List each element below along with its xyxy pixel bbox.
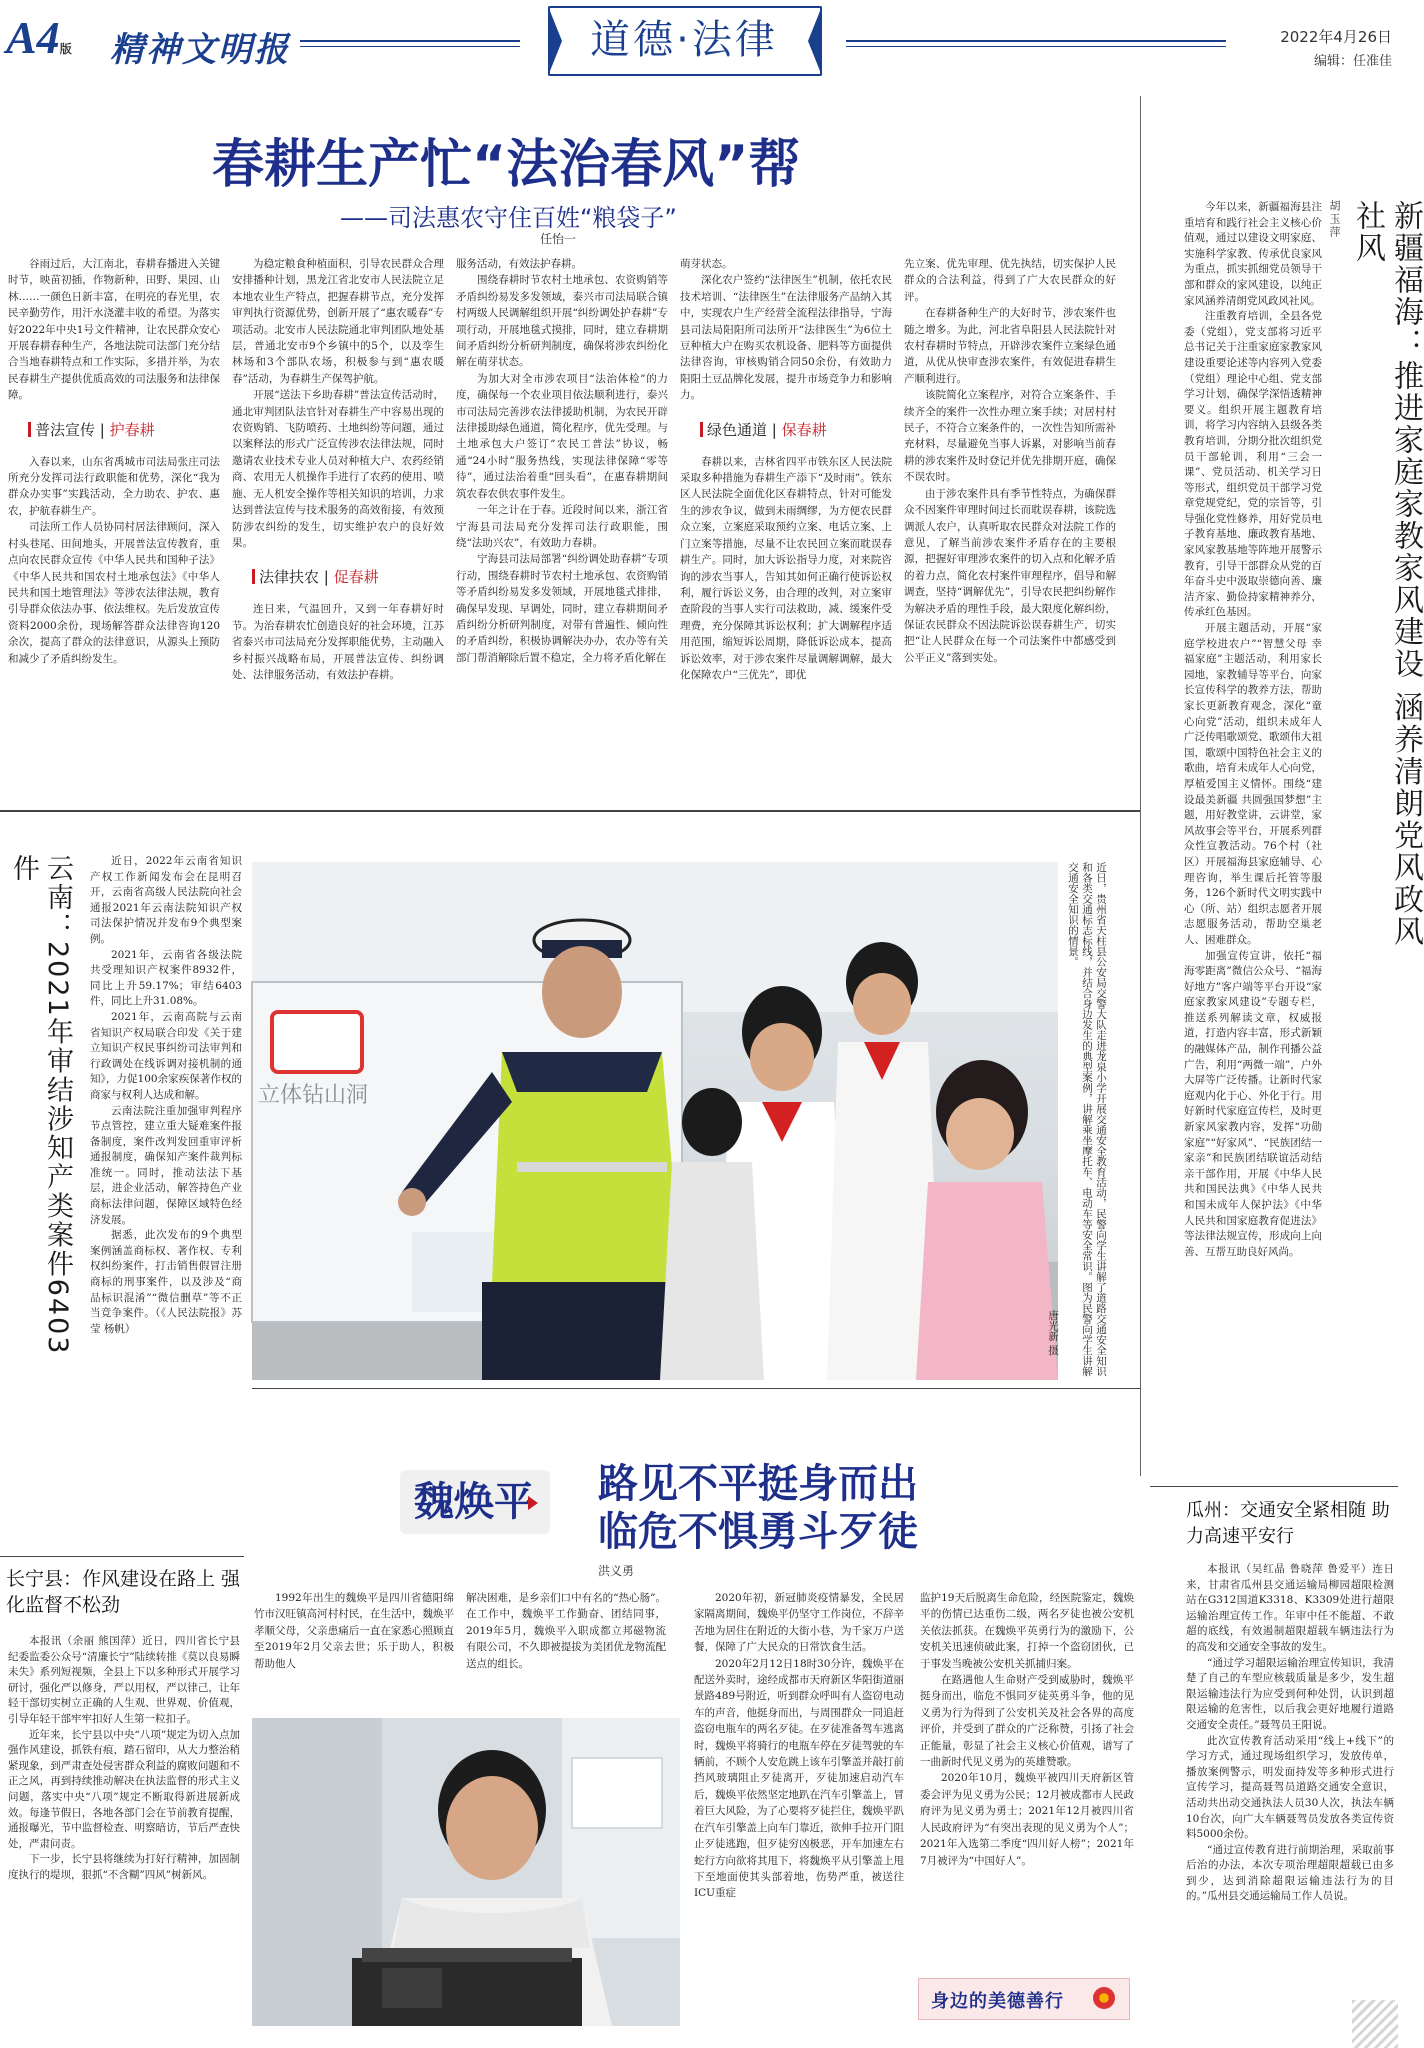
lead-subhead-1: 普法宣传 | 护春耕 bbox=[28, 420, 220, 440]
traffic-safety-photo bbox=[252, 862, 1058, 1380]
lead-paragraph: 开展“送法下乡助春耕”普法宣传活动时，通北审判团队法官针对春耕生产中容易出现的农资购销、飞防喷药、土地纠纷等问题，通过以案释法的形式广泛宣传涉农法律法规，同时邀请农业技术专业人员对种植大户、农药经销商、农用无人机操作手进行了农药的使用、喷施、无人机安全操作等相关知识的培训，力求达到普法宣传与技术服务的高效衔接，有效预防涉农纠纷的发生，切实维护农户的良好效果。 bbox=[232, 389, 444, 549]
virtue-banner bbox=[918, 1978, 1130, 2020]
guazhou-paragraph: “通过宣传教育进行前期治理，采取前事后治的办法，本次专项治理超限超载已由多到少，达到消除超限运输违法行为的目的。”瓜州县交通运输局工作人员说。 bbox=[1186, 1843, 1394, 1903]
traffic-safety-photo-illustration bbox=[252, 862, 1058, 1380]
page-number bbox=[6, 12, 72, 75]
subhead-text: 普法宣传 bbox=[35, 420, 96, 439]
wei-col-1 bbox=[254, 1590, 454, 1710]
fuhai-body bbox=[1184, 200, 1322, 1460]
lead-subhead-3: 绿色通道 | 保春耕 bbox=[700, 420, 892, 440]
lead-bottom-rule bbox=[0, 810, 1140, 812]
fuhai-title: 新疆福海：推进家庭家教家风建设 涵养清朗党风政风社风 bbox=[1350, 200, 1423, 948]
photo-caption bbox=[1066, 862, 1134, 1380]
issue-date: 2022年4月26日 bbox=[1280, 28, 1392, 46]
changning-top-rule bbox=[0, 1556, 244, 1557]
lead-paragraph: 谷雨过后，大江南北，春耕春播进入关键时节，映苗初插，作物新种，田野、果园、山林……一颜色日新丰富，在明亮的春光里，农民辛勤劳作，用汗水浇灌丰收的希望。为落实好2022年中央1号文件精神，让农民群众安心开展春耕春种生产，各地法院司法部门充分结合当地春耕特点和工作实际，多措并举，为农民春耕生产提供优质高效的司法服务和法律保障。 bbox=[8, 258, 220, 402]
wei-headline-1: 路见不平挺身而出 bbox=[598, 1461, 918, 1507]
wei-author: 洪义勇 bbox=[598, 1564, 635, 1578]
corner-decoration bbox=[1352, 2000, 1398, 2048]
lead-paragraph: 该院简化立案程序，对符合立案条件、手续齐全的案件一次性办理立案手续；对居村村民子，不符合立案条件的，一次性告知所需补充材料，尽量避免当事人诉累，对影响当前春耕的涉农案件及时登记并优先排期开庭，确保不误农时。 bbox=[904, 389, 1116, 484]
fuhai-byline: 胡玉萍 bbox=[1328, 200, 1341, 239]
lead-paragraph: 围绕春耕时节农村土地承包、农资购销等矛盾纠纷易发多发领域，泰兴市司法局联合镇村两级人民调解组织开展“纠纷调处护春耕”专项行动，开展地毯式摸排，同时，建立春耕期间矛盾纠纷分析研判制度，确保将涉农纠纷化解在萌芽状态。 bbox=[456, 274, 668, 369]
wei-portrait-photo bbox=[252, 1718, 680, 2026]
masthead bbox=[0, 0, 1398, 84]
wei-paragraph: 解决困难，是乡亲们口中有名的“热心肠”。在工作中，魏焕平工作勤奋、团结同事，2019年5月，魏焕平入职成都立邦磁物流有限公司，不久即被提拔为美团优龙物流配送点的组长。 bbox=[466, 1592, 666, 1670]
fuhai-paragraph: 今年以来，新疆福海县注重培育和践行社会主义核心价值观，通过以建设文明家庭、实施科学家教、传承优良家风为重点，抓实抓细党员领导干部和群众的家风建设，以纯正家风涵养清朗党风政风社风。 bbox=[1184, 201, 1322, 307]
virtue-banner-flower-icon bbox=[1093, 1987, 1115, 2009]
guazhou-paragraph: 本报讯（吴红晶 鲁晓萍 鲁爱平）连日来，甘肃省瓜州县交通运输局柳园超限检测站在G312国道K3318、K3309处进行超限运输治理宣传工作。年审中任不能超、不敢超的底线，有效遏制超限超载车辆违法行为的高发和交通安全事故的发生。 bbox=[1186, 1563, 1394, 1653]
wei-col-2 bbox=[466, 1590, 666, 1710]
right-mid-rule bbox=[1150, 1486, 1398, 1487]
right-column-divider bbox=[1140, 96, 1141, 1476]
wei-paragraph: 1992年出生的魏焕平是四川省德阳绵竹市汉旺镇高河村村民，在生活中，魏焕平孝顺父母，父亲患痛后一直在家悉心照顾直至2019年2月父亲去世；乐于助人，积极帮助他人 bbox=[254, 1592, 454, 1670]
section-title: 道德·法律 bbox=[590, 17, 778, 63]
fuhai-paragraph: 加强宣传宣讲，依托“福海零距离”微信公众号、“福海好地方”客户端等平台开设“家庭家教家风建设”专题专栏，推送系列解读文章，权威报道，打造内容丰富，形式新颖的融媒体产品，制作刊播公益广告，利用“两微一端”，户外大屏等广泛传播。让新时代家庭观内化于心、外化于行。用好新时代家庭宣传栏，及时更新家风家教内容，发挥“功勋家庭”“好家风”、“民族团结一家亲”和民族团结联谊活动结亲干部作用，开展《中华人民共和国民法典》《中华人民共和国未成年人保护法》《中华人民共和国家庭教育促进法》等法律法规宣传，形成向上向善、互帮互助良好风尚。 bbox=[1184, 949, 1322, 1258]
yunnan-paragraph: 近日，2022年云南省知识产权工作新闻发布会在昆明召开，云南省高级人民法院向社会通报2021年云南法院知识产权司法保护情况并发布9个典型案例。 bbox=[90, 855, 242, 945]
lead-paragraph: 宁海县司法局部署“纠纷调处助春耕”专项行动，围绕春耕时节农村土地承包、农资购销等矛盾纠纷易发多发领域，开展地毯式排排，确保早发现、早调处，同时，建立春耕期间矛盾纠纷分析研判制度，对带有普遍性、倾向性的矛盾纠纷，积极协调解决办办，农办等有关部门帮消解除后置不稳定，全力将矛盾化解在 bbox=[456, 553, 668, 664]
paper-name: 精神文明报 bbox=[110, 30, 290, 70]
lead-paragraph: 为加大对全市涉农项目“法治体检”的力度，确保每一个农业项目依法顺利进行，泰兴市司法局完善涉农法律援助机制，为农民开辟法律援助绿色通道，简化程序，优先受理。与土地承包大户签订“农民工普法”协议，畅通“24小时”服务热线，实现法律保障“零等待”，通过法治着重“回头看”，在惠春耕期间筑农春农供农事件发生。 bbox=[456, 372, 668, 500]
lead-headline-main: “法治春风”帮 bbox=[472, 135, 801, 195]
lead-paragraph: 由于涉农案件具有季节性特点，为确保群众不因案件审理时间过长而耽误春耕，该院选调派人农户，认真听取农民群众对法院工作的意见，了解当前涉农案件矛盾存在的主要根源，把握好审理涉农案件的切入点和化解矛盾的着力点，简化农村案件审理程序，倡导和解调查，坚持“调解优先”，引导农民把纠纷解作为解决矛盾的理性手段，最大限度化解纠纷，保证农民群众不因法院诉讼误春耕生产，切实把“让人民群众在每一个司法案件中都感受到公平正义”落到实处。 bbox=[904, 487, 1116, 664]
editor-credit: 编辑：任准佳 bbox=[1313, 54, 1392, 69]
wei-paragraph: 2020年10月，魏焕平被四川天府新区管委会评为见义勇为公民；12月被成都市人民政府评为见义勇为勇士；2021年12月被四川省人民政府评为“有突出表现的见义勇为个人”；2021年入选第二季度“四川好人榜”；2021年7月被评为“中国好人”。 bbox=[920, 1772, 1134, 1867]
lead-paragraph: 萌芽状态。 bbox=[680, 258, 733, 270]
wei-paragraph: 监护19天后脱离生命危险，经医院鉴定，魏焕平的伤情已达重伤二级，两名歹徒也被公安机关依法抓获。在魏焕平英勇行为的激励下，公安机关迅速侦破此案，打掉一个盗窃团伙，已于事发当晚被公安机关抓捕归案。 bbox=[920, 1592, 1134, 1670]
subhead-bar bbox=[252, 569, 255, 584]
lead-author: 任怡一 bbox=[540, 232, 577, 246]
wei-col-4 bbox=[920, 1590, 1134, 1960]
photo-caption-text: 近日，贵州省天柱县公安局交警大队走进龙泉小学开展交通安全教育活动，民警向学生讲解了道路交通安全知识和各类交通标志标线，并结合身边发生的典型案例，讲解乘坐摩托车、电动车等安全常识。图为民警向学生讲解交通安全知识的情景。 bbox=[1067, 862, 1107, 1377]
fuhai-paragraph: 注重教育培训，全县各党委（党组），党支部将习近平总书记关于注重家庭家教家风建设重要论述等内容列入党委（党组）理论中心组、党支部学习计划，确保学深悟透精神要义。组织开展主题教育培训，将学习内容纳入县级各类教育培训，分期分批次组织党员干部轮训，利用“三会一课”、党员活动、机关学习日等形式，组织党员干部学习党章党规党纪，党的宗旨等，引导强化党性修养，用好党员电子教育基地、廉政教育基地、家风家教基地等阵地开展警示教育，引导干部群众从党的百年奋斗史中汲取崇德向善、廉洁齐家、勤俭持家精神养分，传承红色基因。 bbox=[1184, 310, 1322, 619]
guazhou-paragraph: “通过学习超限运输治理宣传知识，我清楚了自己的车型应核载质量是多少，发生超限运输违法行为应受到何种处罚，认识到超限运输的危害性，以后我会更好地履行道路交通安全责任。”聂驾员王阳说。 bbox=[1186, 1656, 1394, 1731]
wei-name-marker bbox=[528, 1496, 538, 1510]
masthead-right-rule-2 bbox=[846, 46, 1226, 47]
section-box bbox=[548, 6, 822, 76]
mid-rule bbox=[252, 1388, 1140, 1389]
subhead-text-red: 护春耕 bbox=[109, 420, 155, 439]
lead-col-3 bbox=[456, 256, 668, 800]
fuhai-paragraph: 开展主题活动，开展“家庭学校进农户”“智慧父母 幸福家庭”主题活动，利用家长园地，家教辅导等平台，向家长宣传科学的教养方法，帮助家长更新教育观念，深化“童心向党”活动，组织未成年人广泛传唱歌颂党、歌颂伟大祖国，歌颂中国特色社会主义的歌曲，培育未成年人心向党，厚植爱国主义情怀。围绕“建设最美新疆 共圆强国梦想”主题，用好教堂讲，云讲堂，家风故事会等平台，开展系列群众性宣教活动。76个村（社区）开展福海县家庭辅导、心理咨询，举生课后托管等服务，126个新时代文明实践中心（所、站）组织志愿者开展志愿服务活动，帮助空巢老人、困难群众。 bbox=[1184, 622, 1322, 946]
yunnan-paragraph: 据悉，此次发布的9个典型案例涵盖商标权、著作权、专利权纠纷案件，打击销售假冒注册商标的刑事案件，以及涉及“商品标识混淆”“微信删草”等不正当竞争案件。（《人民法院报》苏莹 杨帆） bbox=[90, 1229, 242, 1335]
guazhou-paragraph: 此次宣传教育活动采用“线上+线下”的学习方式，通过现场组织学习，发放传单，播放案例警示，明发面持发等多种形式进行宣传学习，提高聂驾员道路交通安全意识，活动共出动交通执法人员30人次，执法车辆10台次，向广大车辆聂驾员发放各类宣传资料5000余份。 bbox=[1186, 1734, 1394, 1841]
changning-paragraph: 本报讯（余丽 熊国萍）近日，四川省长宁县纪委监委公众号“清廉长宁”陆续转推《莫以良易瞬未失》系列短视频，全县上下以多种形式开展学习研讨，强化严以修身，严以用权，严以律己，让年轻干部切实树立正确的人生观、世界观、价值观，引导年轻干部牢牢扣好人生第一粒扣子。 bbox=[8, 1635, 240, 1725]
changning-title: 长宁县：作风建设在路上 强化监督不松劲 bbox=[6, 1568, 241, 1616]
lead-headline bbox=[212, 134, 932, 196]
lead-paragraph: 春耕以来，吉林省四平市铁东区人民法院采取多种措施为春耕生产添下“及时雨”。铁东区人民法院全面优化区春耕特点，针对可能发生的涉农争议，做到未雨绸缪，为方便农民群众立案，立案庭采取预约立案、电话立案、上门立案等措施，尽量不让农民回立案而耽误春耕生产。同时，加大诉讼指导力度，对来院咨询的涉农当事人，告知其如何正确行使诉讼权利，履行诉讼义务，由合理的改判，对立案审查阶段的当事人实行司法救助，减、缓案件受理费，充分保障其诉讼权利；扩大调解程序适用范围，缩短诉讼周期，降低诉讼成本，提高诉讼效率，对于涉农案件尽量调解调解，最大化保障农户“三优先”，即优 bbox=[680, 455, 892, 681]
virtue-banner-text: 身边的美德善行 bbox=[931, 1991, 1064, 2012]
subhead-text-red: 促春耕 bbox=[333, 568, 379, 587]
subhead-text-red: 保春耕 bbox=[781, 420, 827, 439]
section-box-right-arrow bbox=[808, 6, 822, 76]
lead-col-2 bbox=[232, 256, 444, 800]
photo-credit: 唐光新 摄 bbox=[1047, 1310, 1059, 1356]
photo-sign-text: 立体钻山洞 bbox=[258, 1083, 369, 1108]
wei-paragraph: 在路遇他人生命财产受到威胁时，魏焕平挺身而出，临危不惧同歹徒英勇斗争，他的见义勇为行为得到了公安机关及社会各界的高度评价，并受到了群众的广泛称赞，引扬了社会正能量，彰显了社会主义核心价值观，谱写了一曲新时代见义勇为的英雄赞歌。 bbox=[920, 1674, 1134, 1769]
lead-col-5 bbox=[904, 256, 1116, 800]
section-box-left-arrow bbox=[548, 6, 562, 76]
yunnan-paragraph: 云南法院注重加强审判程序节点管控，建立重大疑难案件报备制度，案件改判发回重审评析通报制度，确保知产案件裁判标准统一。同时，推动法法下基层，进企业活动，解答持色产业商标法律问题，保障区域特色经济发展。 bbox=[90, 1104, 242, 1226]
page-number-text: A4 bbox=[6, 12, 60, 63]
yunnan-title: 云南：2021年审结涉知产类案件6403件 bbox=[8, 854, 73, 1356]
masthead-right-rule bbox=[846, 40, 1226, 42]
lead-paragraph: 为稳定粮食种植面积，引导农民群众合理安排播种计划，黑龙江省北安市人民法院立足本地农业生产特点，把握春耕节点，充分发挥审判执行资源优势，创新开展了“惠农暖春”专项活动。北安市人民法院通北审判团队地处基层，普通北安市9个乡镇中的5个，以及孪生林场和3个部队农场，积极参与到“惠农暖春”活动，为春耕生产保驾护航。 bbox=[232, 258, 444, 385]
yunnan-paragraph: 2021年，云南高院与云南省知识产权局联合印发《关于建立知识产权民事纠纷司法审判和行政调处在线诉调对接机制的通知》，力促100余家疾保著作权的商家与权利人达成和解。 bbox=[90, 1010, 242, 1101]
lead-headline-prefix: 春耕生产忙 bbox=[212, 135, 473, 195]
changning-body bbox=[8, 1634, 240, 2040]
page-number-suffix: 版 bbox=[59, 42, 72, 56]
changning-paragraph: 下一步，长宁县将继续为打好行精神，加固制度执行的堤坝，狠抓“不含糊”四风”树新风。 bbox=[8, 1853, 240, 1881]
guazhou-body bbox=[1186, 1562, 1394, 2040]
lead-paragraph: 一年之计在于春。近段时间以来，浙江省宁海县司法局充分发挥司法行政职能，围绕“法助兴农”，有效助力春耕。 bbox=[456, 504, 668, 549]
changning-paragraph: 近年来，长宁县以中央“八项”规定为切入点加强作风建设，抓铁有痕，踏石留印，从大力整治稍紧现象，到严肃查处侵害群众利益的腐败问题和不正之风，再到持续推动解决在执法监督的形式主义问题，落实中央“八项”规定不断取得新进展新成效。每逢节假日，各地各部门会在节前教育提醒，通报曝光，节中监督检查、明察暗访，节后严查快处，严肃问责。 bbox=[8, 1728, 240, 1850]
lead-subhead-2: 法律扶农 | 促春耕 bbox=[252, 567, 444, 587]
lead-paragraph: 入春以来，山东省禹城市司法局张庄司法所充分发挥司法行政职能和优势，深化“我为群众办实事”实践活动，全力助农、护农、惠农，护航春耕生产。 bbox=[8, 455, 220, 517]
masthead-left-rule-2 bbox=[300, 46, 520, 47]
lead-paragraph: 在春耕备种生产的大好时节，涉农案件也随之增多。为此，河北省阜阳县人民法院针对农村春耕时节特点，开辟涉农案件立案绿色通道，从优从快审查涉农案件，有效促进春耕生产顺利进行。 bbox=[904, 307, 1116, 385]
wei-portrait-illustration bbox=[252, 1718, 680, 2026]
subhead-text: 法律扶农 bbox=[259, 568, 320, 587]
lead-paragraph: 服务活动，有效法护春耕。 bbox=[456, 258, 582, 270]
yunnan-paragraph: 2021年，云南省各级法院共受理知识产权案件8932件，同比上升59.17%；审结6403件，同比上升31.08%。 bbox=[90, 948, 242, 1008]
masthead-left-rule bbox=[300, 40, 520, 42]
lead-paragraph: 连日来，气温回升，又到一年春耕好时节。为治春耕农忙创造良好的社会环境，江苏省泰兴市司法局充分发挥职能优势，主动融入乡村振兴战略布局，开展普法宣传、纠纷调处、法律服务活动，有效法护春耕。 bbox=[232, 603, 444, 681]
subhead-bar bbox=[28, 422, 31, 437]
wei-paragraph: 2020年初，新冠肺炎疫情暴发，全民居家隔离期间，魏焕平仍坚守工作岗位，不辞辛苦地为居住在附近的大街小巷，为千家万户送餐，保障了广大民众的日常饮食生活。 bbox=[694, 1592, 904, 1654]
subhead-bar bbox=[700, 422, 703, 437]
wei-headline-2: 临危不惧勇斗歹徒 bbox=[598, 1509, 918, 1555]
lead-paragraph: 先立案、优先审理、优先执结，切实保护人民群众的合法利益，得到了广大农民群众的好评。 bbox=[904, 258, 1116, 303]
wei-name: 魏焕平 bbox=[414, 1479, 534, 1525]
wei-col-3 bbox=[694, 1590, 904, 2030]
lead-col-4 bbox=[680, 256, 892, 800]
lead-col-1 bbox=[8, 256, 220, 800]
lead-paragraph: 深化农户签约“法律医生”机制，依托农民技术培训、“法律医生”在法律服务产品纳入其中，实现农户生产经营全流程法律指导，宁海县司法局阳阳所司法所开“法律医生”为6位土豆种植大户在购买农机设备、肥料等方面提供法律咨询，审核购销合同50余份，有效助力阳阳土豆品牌化发展，提升市场竞争力和影响力。 bbox=[680, 274, 892, 402]
yunnan-body bbox=[90, 854, 242, 1466]
wei-name-box bbox=[400, 1470, 550, 1534]
wei-paragraph: 2020年2月12日18时30分许，魏焕平在配送外卖时，途经成都市天府新区华阳街道丽景路489号附近，听到群众呼叫有人盗窃电动车的声音，他挺身而出，与周围群众一同追赶盗窃电瓶车的两名歹徒。在歹徒准备驾车逃离时，魏焕平将骑行的电瓶车停在歹徒驾驶的车辆前，不顾个人安危跳上该车引擎盖并敲打前挡风玻璃阻止歹徒离开，歹徒加速启动汽车后，魏焕平依然坚定地趴在汽车引擎盖上，冒着巨大风险，为了心要将歹徒拦住，魏焕平趴在汽车引擎盖上向车门靠近，欲伸手拉开门阻止歹徒逃跑，但歹徒穷凶极恶，开车加速左右蛇行方向欲将其甩下，将魏焕平从引擎盖上甩下至地面使其头部着地，伤势严重，被送往ICU重症 bbox=[694, 1657, 904, 1900]
guazhou-title: 瓜州：交通安全紧相随 助力高速平安行 bbox=[1186, 1500, 1390, 1547]
lead-subtitle: ——司法惠农守住百姓“粮袋子” bbox=[340, 204, 677, 232]
lead-paragraph: 司法所工作人员协同村居法律顾问，深入村头巷尾、田间地头，开展普法宣传教育，重点向农民群众宣传《中华人民共和国种子法》《中华人民共和国农村土地承包法》《中华人民共和国土地管理法》等涉农法律法规，教育引导群众依法办事、依法维权。先后发放宣传资料2000余份，现场解答群众法律咨询120余次，提高了群众的法律意识，从源头上预防和减少了矛盾纠纷发生。 bbox=[8, 521, 220, 665]
subhead-text: 绿色通道 bbox=[707, 420, 768, 439]
